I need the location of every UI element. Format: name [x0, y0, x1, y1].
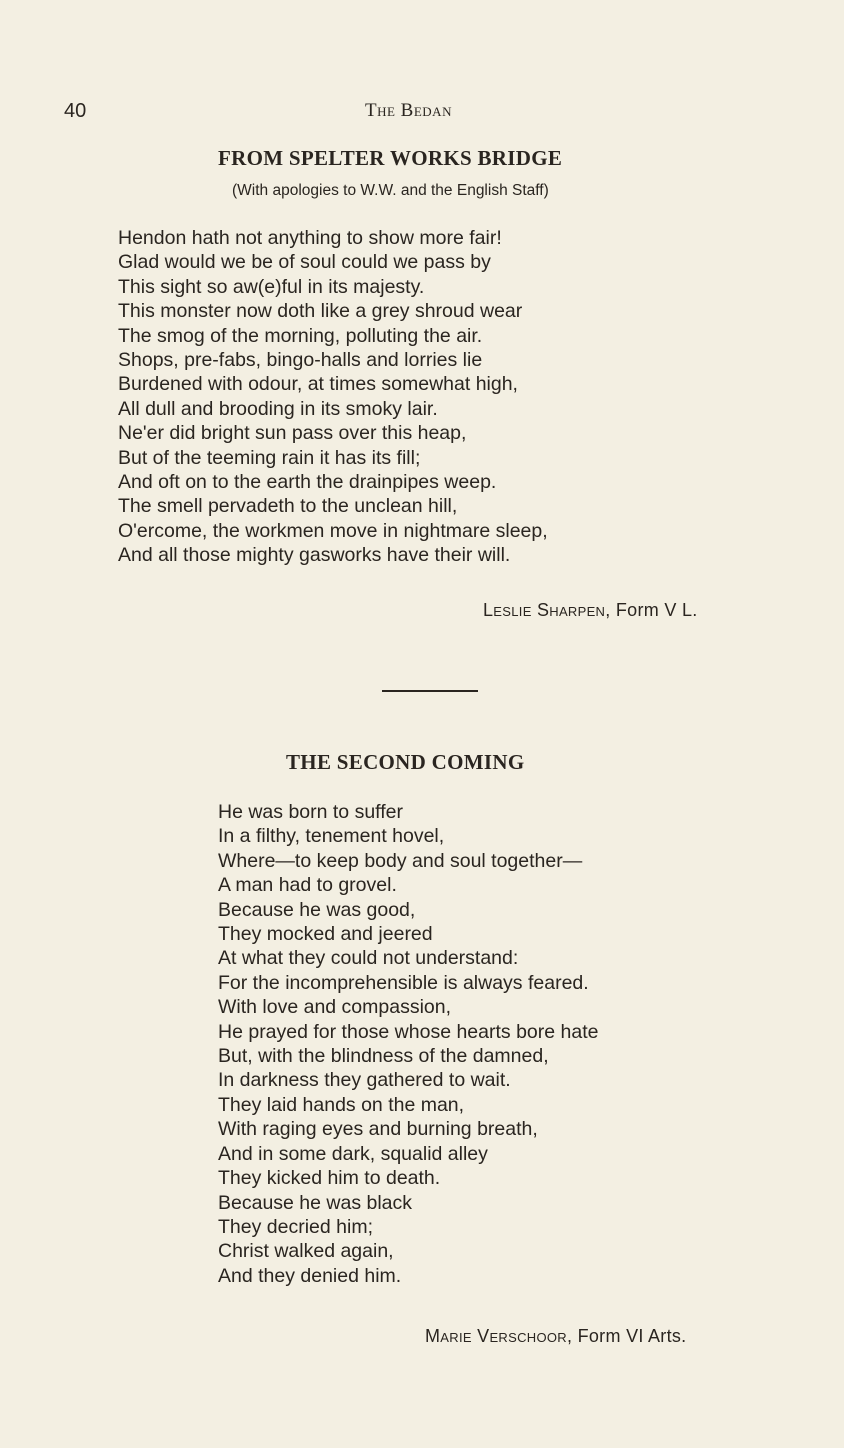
poem-line: The smog of the morning, polluting the air. [118, 324, 483, 347]
poem-line: And they denied him. [218, 1264, 402, 1287]
author-form: , Form VI Arts. [566, 1326, 687, 1346]
poem-line: They kicked him to death. [218, 1167, 441, 1190]
poem-line: Shops, pre-fabs, bingo-halls and lorries lie [118, 349, 483, 372]
poem-line: Burdened with odour, at times somewhat high, [118, 373, 518, 396]
poem-title-second-coming: THE SECOND COMING [286, 750, 525, 774]
author-name: Leslie Sharpen [483, 600, 606, 620]
poem-line: Glad would we be of soul could we pass by [118, 251, 491, 274]
poem-line: Ne'er did bright sun pass over this heap, [118, 422, 467, 445]
poem-line: Hendon hath not anything to show more fair! [118, 227, 502, 249]
poem-body-spelter-works-bridge [118, 226, 548, 568]
poem-line: And all those mighty gasworks have their will. [118, 544, 511, 567]
poem-line: In a filthy, tenement hovel, [218, 825, 445, 848]
poem-attribution [425, 1326, 686, 1347]
poem-line: He prayed for those whose hearts bore hate [218, 1020, 599, 1043]
poem-line: Because he was good, [218, 898, 416, 921]
poem-line: He was born to suffer [218, 801, 403, 823]
running-title: The Bedan [365, 100, 452, 121]
poem-line: With love and compassion, [218, 996, 452, 1019]
poem-line: They decried him; [218, 1215, 373, 1238]
poem-line: This monster now doth like a grey shroud wear [118, 300, 523, 323]
poem-line: Because he was black [218, 1191, 413, 1214]
poem-line: But of the teeming rain it has its fill; [118, 446, 421, 469]
poem-line: And in some dark, squalid alley [218, 1142, 488, 1165]
poem-attribution [483, 600, 698, 621]
page-number: 40 [64, 100, 87, 122]
poem-line: But, with the blindness of the damned, [218, 1045, 549, 1068]
poem-line: Where—to keep body and soul together— [218, 849, 583, 872]
poem-line: This sight so aw(e)ful in its majesty. [118, 275, 425, 298]
poem-line: A man had to grovel. [218, 874, 397, 897]
poem-line: The smell pervadeth to the unclean hill, [118, 495, 458, 518]
poem-line: At what they could not understand: [218, 947, 519, 970]
poem-line: O'ercome, the workmen move in nightmare sleep, [118, 519, 548, 542]
poem-line: They laid hands on the man, [218, 1093, 465, 1116]
author-form: , Form V L. [605, 600, 698, 620]
poem-body-second-coming [218, 800, 598, 1288]
poem-line: All dull and brooding in its smoky lair. [118, 397, 438, 420]
poem-line: For the incomprehensible is always feared. [218, 971, 589, 994]
poem-line: With raging eyes and burning breath, [218, 1118, 538, 1141]
poem-subtitle: (With apologies to W.W. and the English Staff) [232, 182, 549, 199]
poem-line: And oft on to the earth the drainpipes weep. [118, 471, 497, 494]
section-divider [382, 690, 478, 692]
author-name: Marie Verschoor [425, 1326, 567, 1346]
poem-line: They mocked and jeered [218, 923, 433, 946]
poem-line: Christ walked again, [218, 1240, 394, 1263]
poem-title-spelter-works-bridge: FROM SPELTER WORKS BRIDGE [218, 146, 563, 170]
poem-line: In darkness they gathered to wait. [218, 1069, 511, 1092]
